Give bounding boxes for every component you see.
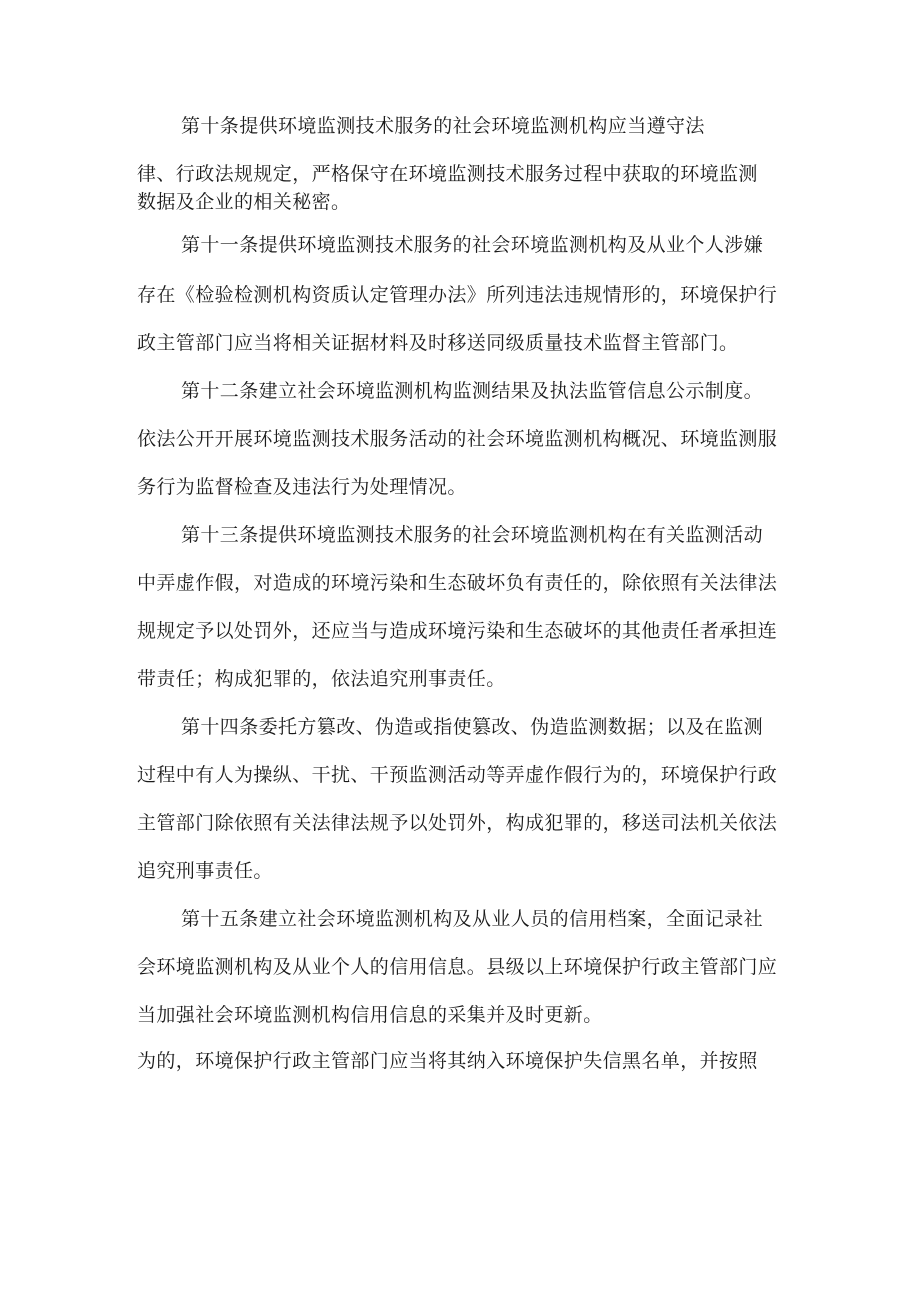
article-15-line-1: 第十五条建立社会环境监测机构及从业人员的信用档案，全面记录社 xyxy=(181,908,764,930)
continuation-line: 为的，环境保护行政主管部门应当将其纳入环境保护失信黑名单，并按照 xyxy=(137,1050,758,1072)
article-14-line-4: 追究刑事责任。 xyxy=(137,860,273,882)
article-15-line-2: 会环境监测机构及从业个人的信用信息。县级以上环境保护行政主管部门应 xyxy=(137,956,778,978)
article-11-line-1: 第十一条提供环境监测技术服务的社会环境监测机构及从业个人涉嫌 xyxy=(181,234,764,256)
article-13-line-2: 中弄虚作假，对造成的环境污染和生态破坏负有责任的，除依照有关法律法 xyxy=(137,572,778,594)
article-13-line-4: 带责任；构成犯罪的，依法追究刑事责任。 xyxy=(137,668,506,690)
article-12-line-2: 依法公开开展环境监测技术服务活动的社会环境监测机构概况、环境监测服 xyxy=(137,428,778,450)
article-11-line-2: 存在《检验检测机构资质认定管理办法》所列违法违规情形的，环境保护行 xyxy=(137,284,778,306)
article-13-line-1: 第十三条提供环境监测技术服务的社会环境监测机构在有关监测活动 xyxy=(181,524,764,546)
article-13-line-3: 规规定予以处罚外，还应当与造成环境污染和生态破坏的其他责任者承担连 xyxy=(137,620,778,642)
article-12-line-1: 第十二条建立社会环境监测机构监测结果及执法监管信息公示制度。 xyxy=(181,380,764,402)
article-10-line-2: 律、行政法规规定，严格保守在环境监测技术服务过程中获取的环境监测 xyxy=(137,163,758,185)
article-14-line-3: 主管部门除依照有关法律法规予以处罚外，构成犯罪的，移送司法机关依法 xyxy=(137,812,778,834)
article-11-line-3: 政主管部门应当将相关证据材料及时移送同级质量技术监督主管部门。 xyxy=(137,332,739,354)
article-12-line-3: 务行为监督检查及违法行为处理情况。 xyxy=(137,476,467,498)
article-10-line-1: 第十条提供环境监测技术服务的社会环境监测机构应当遵守法 xyxy=(181,115,705,137)
article-14-line-2: 过程中有人为操纵、干扰、干预监测活动等弄虚作假行为的，环境保护行政 xyxy=(137,764,778,786)
article-14-line-1: 第十四条委托方篡改、伪造或指使篡改、伪造监测数据；以及在监测 xyxy=(181,716,764,738)
article-15-line-3: 当加强社会环境监测机构信用信息的采集并及时更新。 xyxy=(137,1004,603,1026)
article-10-line-3: 数据及企业的相关秘密。 xyxy=(137,191,351,213)
